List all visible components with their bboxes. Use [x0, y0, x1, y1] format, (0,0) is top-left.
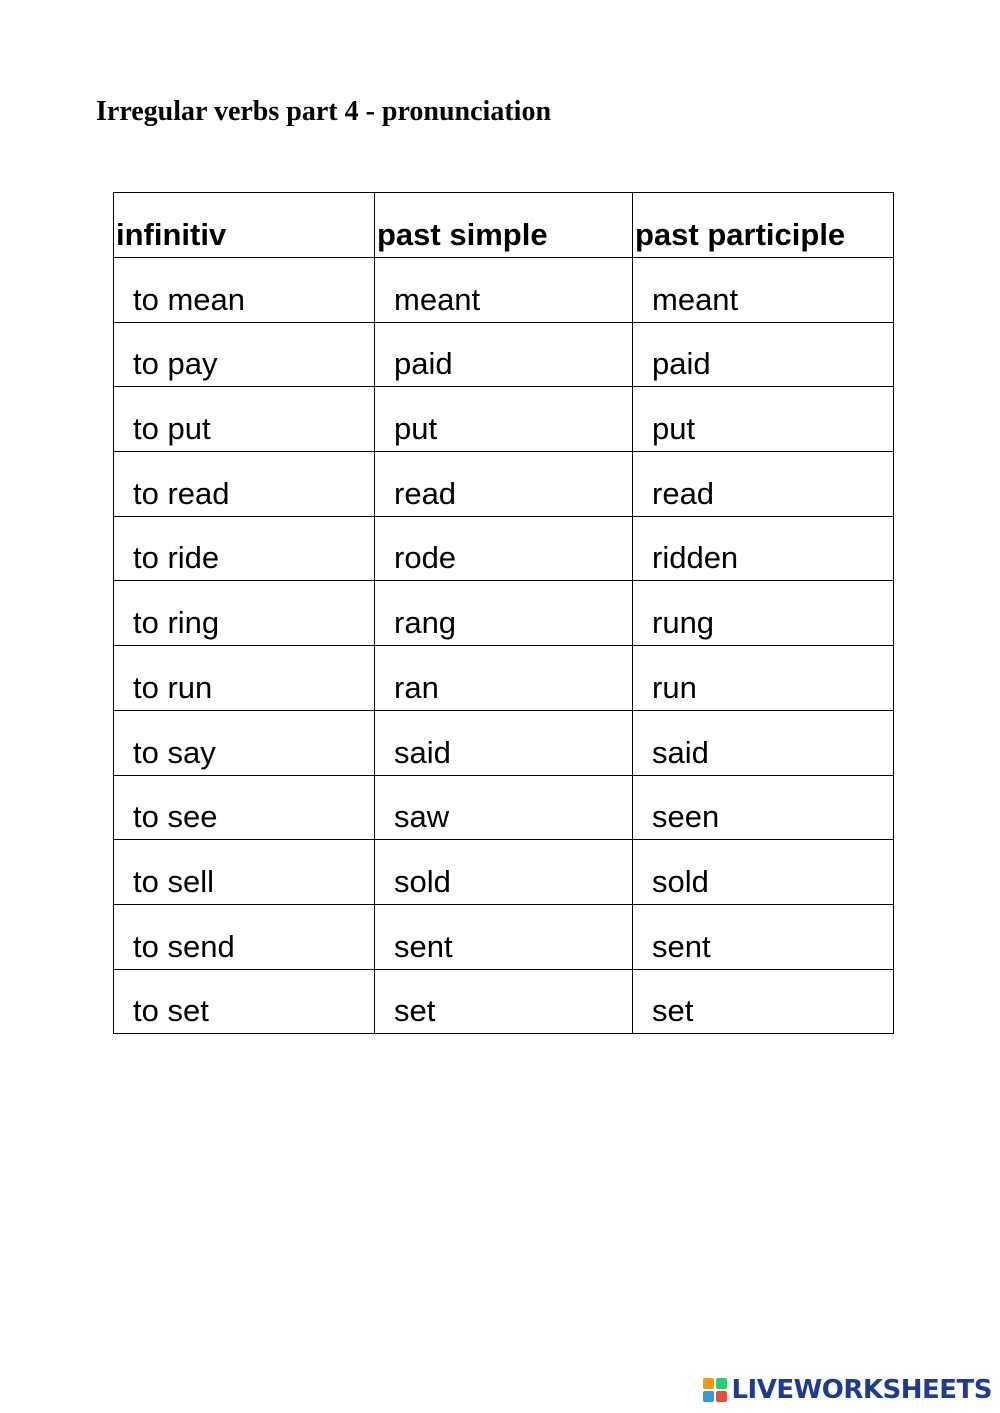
- logo-tile: [703, 1391, 714, 1402]
- infinitive-cell: to mean: [114, 258, 375, 323]
- past-simple-cell: rode: [375, 516, 633, 581]
- past-participle-cell: meant: [633, 258, 894, 323]
- column-header-infinitive: infinitiv: [114, 193, 375, 258]
- table-row: [114, 840, 894, 905]
- past-simple-cell: set: [375, 969, 633, 1034]
- infinitive-cell: to say: [114, 710, 375, 775]
- infinitive-cell: to see: [114, 775, 375, 840]
- past-participle-cell: seen: [633, 775, 894, 840]
- past-simple-cell: said: [375, 710, 633, 775]
- past-simple-cell: sold: [375, 840, 633, 905]
- irregular-verbs-table: [113, 192, 894, 1034]
- infinitive-cell: to ride: [114, 516, 375, 581]
- table-row: [114, 646, 894, 711]
- liveworksheets-logo-icon: [703, 1378, 727, 1402]
- liveworksheets-logo: [703, 1373, 992, 1407]
- infinitive-cell: to run: [114, 646, 375, 711]
- past-participle-cell: paid: [633, 322, 894, 387]
- table-row: [114, 322, 894, 387]
- page-title: Irregular verbs part 4 - pronunciation: [96, 96, 552, 127]
- past-simple-cell: ran: [375, 646, 633, 711]
- table-row: [114, 775, 894, 840]
- infinitive-cell: to put: [114, 387, 375, 452]
- infinitive-cell: to read: [114, 452, 375, 517]
- past-simple-cell: rang: [375, 581, 633, 646]
- past-simple-cell: sent: [375, 904, 633, 969]
- table-header-row: [114, 193, 894, 258]
- past-participle-cell: sold: [633, 840, 894, 905]
- table-row: [114, 710, 894, 775]
- past-simple-cell: read: [375, 452, 633, 517]
- past-participle-cell: rung: [633, 581, 894, 646]
- past-simple-cell: saw: [375, 775, 633, 840]
- column-header-past-participle: past participle: [633, 193, 894, 258]
- infinitive-cell: to send: [114, 904, 375, 969]
- past-simple-cell: meant: [375, 258, 633, 323]
- logo-tile: [703, 1378, 714, 1389]
- logo-tile: [716, 1378, 727, 1389]
- past-participle-cell: said: [633, 710, 894, 775]
- table-row: [114, 581, 894, 646]
- past-participle-cell: ridden: [633, 516, 894, 581]
- table-row: [114, 516, 894, 581]
- infinitive-cell: to set: [114, 969, 375, 1034]
- logo-tile: [716, 1391, 727, 1402]
- table-row: [114, 969, 894, 1034]
- past-simple-cell: put: [375, 387, 633, 452]
- table-row: [114, 904, 894, 969]
- past-participle-cell: run: [633, 646, 894, 711]
- infinitive-cell: to ring: [114, 581, 375, 646]
- past-participle-cell: put: [633, 387, 894, 452]
- past-participle-cell: read: [633, 452, 894, 517]
- table-row: [114, 387, 894, 452]
- past-simple-cell: paid: [375, 322, 633, 387]
- infinitive-cell: to sell: [114, 840, 375, 905]
- past-participle-cell: sent: [633, 904, 894, 969]
- logo-text: LIVEWORKSHEETS: [731, 1375, 992, 1405]
- column-header-past-simple: past simple: [375, 193, 633, 258]
- table-row: [114, 452, 894, 517]
- infinitive-cell: to pay: [114, 322, 375, 387]
- table-row: [114, 258, 894, 323]
- past-participle-cell: set: [633, 969, 894, 1034]
